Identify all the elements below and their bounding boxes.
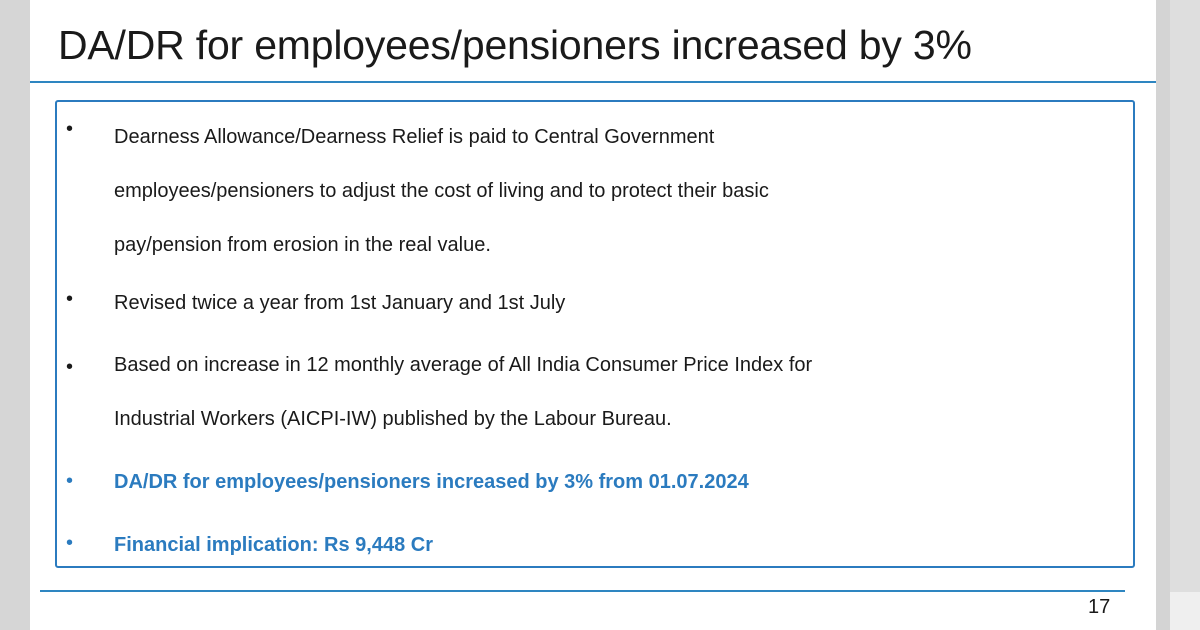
slide-title: DA/DR for employees/pensioners increased by 3% <box>58 22 972 68</box>
bullet-3-line-2: Industrial Workers (AICPI-IW) published by the Labour Bureau. <box>114 408 672 430</box>
bullet-1-line-3: pay/pension from erosion in the real value. <box>114 234 491 256</box>
bullet-5-text <box>114 518 1034 572</box>
title-underline <box>30 81 1156 83</box>
slide <box>30 0 1156 630</box>
bullet-2-line-1: Revised twice a year from 1st January and 1st July <box>114 292 566 314</box>
bullet-3-marker: • <box>66 356 74 378</box>
bullet-3-line-1: Based on increase in 12 monthly average of All India Consumer Price Index for <box>114 354 813 376</box>
page-number: 17 <box>1088 596 1111 618</box>
bullet-5-line-1: Financial implication: Rs 9,448 Cr <box>114 534 433 556</box>
bullet-4-marker: • <box>66 470 74 492</box>
scrollbar-track[interactable] <box>1170 0 1200 592</box>
footer-rule <box>40 590 1125 592</box>
bullet-5-marker: • <box>66 532 74 554</box>
bullet-1-text <box>114 110 1034 272</box>
bullet-2-marker: • <box>66 288 74 310</box>
bullet-1-line-2: employees/pensioners to adjust the cost of living and to protect their basic <box>114 180 769 202</box>
bullet-1-marker: • <box>66 118 74 140</box>
bullet-2-text <box>114 276 1034 330</box>
scrollbar-thumb[interactable] <box>1170 592 1200 630</box>
bullet-3-text <box>114 338 1034 446</box>
vertical-scrollbar[interactable] <box>1156 0 1200 630</box>
bullet-4-text <box>114 455 1034 509</box>
bullet-1-line-1: Dearness Allowance/Dearness Relief is paid to Central Government <box>114 126 715 148</box>
bullet-4-line-1: DA/DR for employees/pensioners increased by 3% from 01.07.2024 <box>114 471 749 493</box>
left-gutter <box>0 0 30 630</box>
